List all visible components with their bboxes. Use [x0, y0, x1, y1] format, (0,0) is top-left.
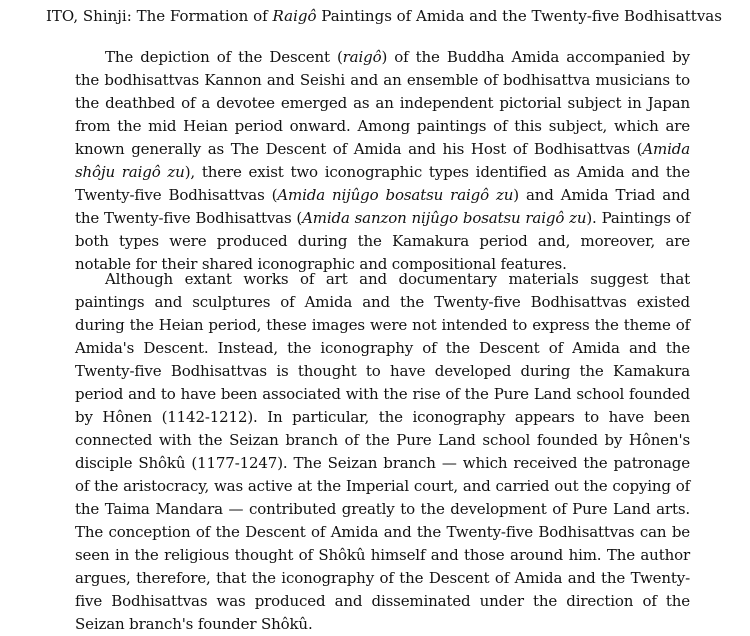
title-prefix: The Formation of	[136, 7, 268, 25]
abstract-paragraph-2: Although extant works of art and documentary materials suggest that paintings and sculptures of Amida and the Twenty-five Bodhisattvas existed during the Heian period, these images were not intended to express the theme of Amida's Descent. Instead, the iconography of the Descent of Amida and the Twenty-five Bodhisattvas is thought to have developed during the Kamakura period and to have been associated with the rise of the Pure Land school founded by Hônen (1142-1212). In particular, the iconography appears to have been connected with the Seizan branch of the Pure Land school founded by Hônen's disciple Shôkû (1177-1247). The Seizan branch — which received the patronage of the aristocracy, was active at the Imperial court, and carried out the copying of the Taima Mandara — contributed greatly to the development of Pure Land arts. The conception of the Descent of Amida and the Twenty-five Bodhisattvas can be seen in the religious thought of Shôkû himself and those around him. The author argues, therefore, that the iconography of the Descent of Amida and the Twenty-five Bodhisattvas was produced and disseminated under the direction of the Seizan branch's founder Shôkû.	[75, 270, 690, 633]
p1-text-1: The depiction of the Descent (	[105, 48, 343, 66]
p1-italic-3: Amida nijûgo bosatsu raigô zu	[277, 186, 514, 204]
article-heading: ITO, Shinji: The Formation of Raigô Paintings of Amida and the Twenty-five Bodhisattvas	[46, 7, 722, 25]
p1-italic-2: Amida shôju raigô zu	[75, 140, 690, 181]
p1-text-5: ). Paintings of both types were produced during the Kamakura period and, moreover, are notable for their shared iconographic and compositional features.	[75, 209, 690, 273]
p1-text-2: ) of the Buddha Amida accompanied by the bodhisattvas Kannon and Seishi and an ensemble of bodhisattva musicians to the deathbed of a devotee emerged as an independent pictorial subject in Japan from the mid Heian period onward. Among paintings of this subject, which are known generally as The Descent of Amida and his Host of Bodhisattvas (	[75, 48, 690, 158]
p1-italic-4: Amida sanzon nijûgo bosatsu raigô zu	[302, 209, 587, 227]
p1-text-4: ) and Amida Triad and the Twenty-five Bodhisattvas (	[75, 186, 690, 227]
p1-text-3: ), there exist two iconographic types identified as Amida and the Twenty-five Bodhisattvas (	[75, 163, 690, 204]
p1-italic-1: raigô	[342, 48, 382, 66]
title-suffix: Paintings of Amida and the Twenty-five Bodhisattvas	[321, 7, 722, 25]
author-name: ITO, Shinji	[46, 7, 127, 25]
title-italic-term: Raigô	[272, 7, 317, 25]
abstract-paragraph-1	[75, 46, 690, 276]
